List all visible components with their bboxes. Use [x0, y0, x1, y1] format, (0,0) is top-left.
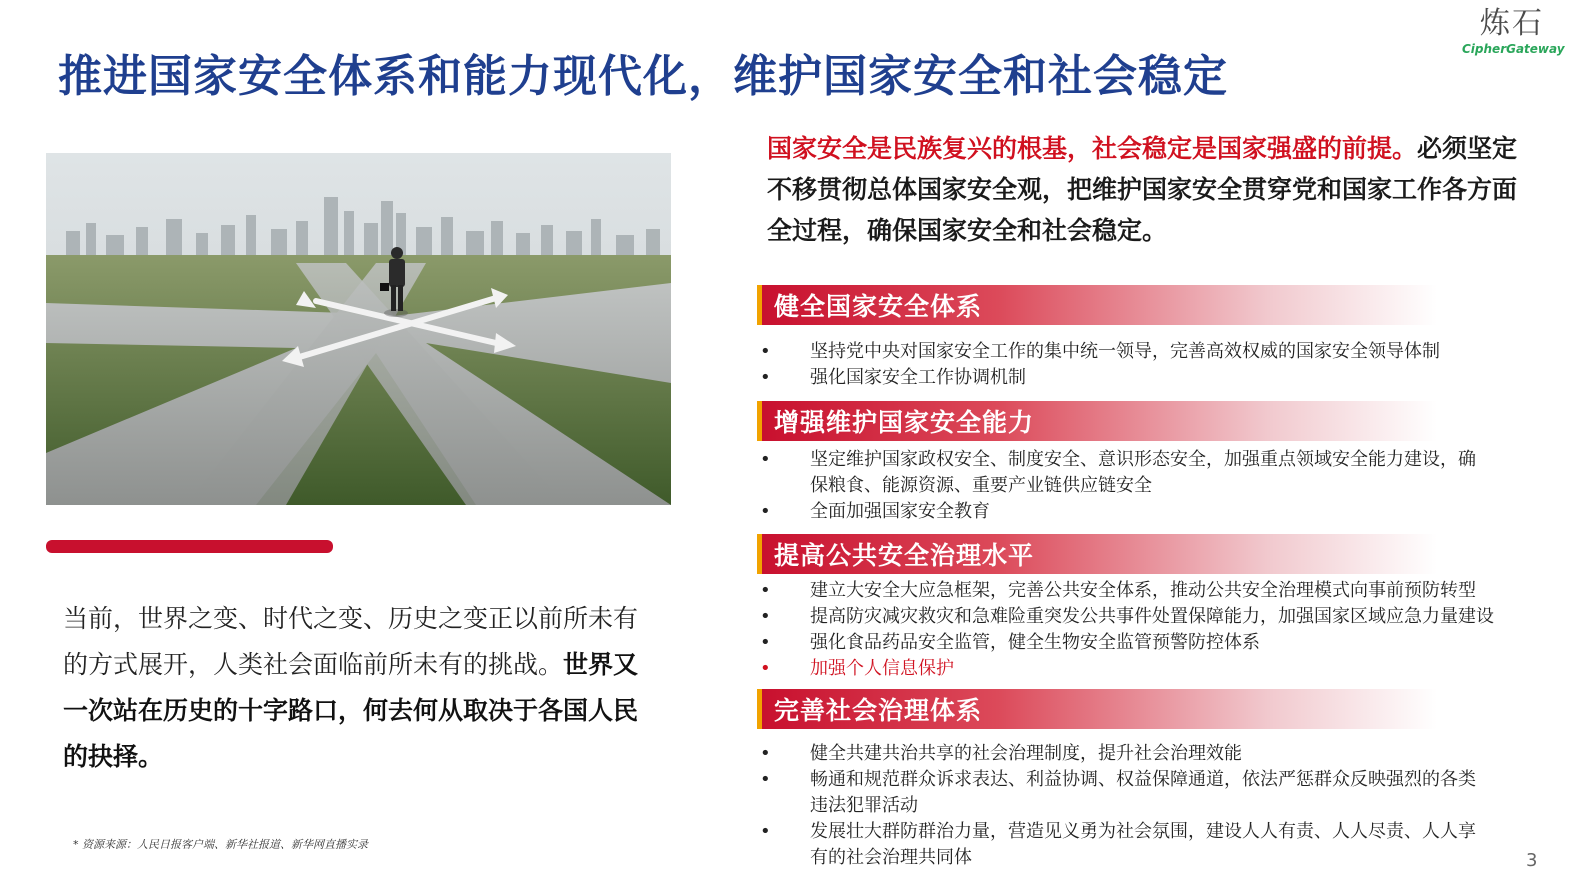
page-number: 3 — [1526, 850, 1538, 871]
brand-logo — [1462, 6, 1565, 56]
list-item: • 全面加强国家安全教育 — [758, 499, 1478, 525]
list-item: • 建立大安全大应急框架，完善公共安全体系，推动公共安全治理模式向事前预防转型 — [758, 578, 1578, 604]
section-heading-4 — [757, 689, 1437, 729]
section-list-3 — [758, 578, 1578, 682]
intro-paragraph — [767, 128, 1527, 251]
section-heading-text: 完善社会治理体系 — [774, 696, 983, 725]
section-list-2 — [758, 447, 1478, 525]
section-heading-text: 提高公共安全治理水平 — [774, 541, 1035, 570]
section-heading-3 — [757, 534, 1437, 574]
intro-rest: 必须坚定不移贯彻总体国家安全观，把维护国家安全贯穿党和国家工作各方面全过程，确保国家安全和社会稳定。 — [767, 134, 1518, 245]
list-item: • 发展壮大群防群治力量，营造见义勇为社会氛围，建设人人有责、人人尽责、人人享有的社会治理共同体 — [758, 819, 1478, 871]
list-item: • 畅通和规范群众诉求表达、利益协调、权益保障通道，依法严惩群众反映强烈的各类违法犯罪活动 — [758, 767, 1478, 819]
list-item: • 强化国家安全工作协调机制 — [758, 365, 1578, 391]
source-note: * 资源来源：人民日报客户端、新华社报道、新华网直播实录 — [73, 838, 368, 851]
logo-cn-text: 炼石 — [1480, 6, 1544, 41]
section-list-4 — [758, 741, 1478, 871]
intro-highlight: 国家安全是民族复兴的根基，社会稳定是国家强盛的前提。 — [767, 134, 1418, 163]
logo-en-text: CipherGateway — [1462, 42, 1565, 56]
context-paragraph — [63, 596, 653, 780]
page-title: 推进国家安全体系和能力现代化，维护国家安全和社会稳定 — [58, 51, 1228, 102]
list-item: • 坚持党中央对国家安全工作的集中统一领导，完善高效权威的国家安全领导体制 — [758, 339, 1578, 365]
list-item: • 强化食品药品安全监管，健全生物安全监管预警防控体系 — [758, 630, 1578, 656]
context-normal-text: 当前，世界之变、时代之变、历史之变正以前所未有的方式展开，人类社会面临前所未有的挑战。 — [63, 604, 639, 679]
section-heading-text: 健全国家安全体系 — [774, 292, 983, 321]
list-item-highlight: • 加强个人信息保护 — [758, 656, 1578, 682]
context-bold-text: 世界又一次站在历史的十字路口，何去何从取决于各国人民的抉择。 — [63, 650, 639, 771]
accent-divider — [46, 540, 333, 553]
section-heading-text: 增强维护国家安全能力 — [774, 408, 1035, 437]
section-list-1 — [758, 339, 1578, 391]
list-item: • 坚定维护国家政权安全、制度安全、意识形态安全，加强重点领域安全能力建设，确保粮食、能源资源、重要产业链供应链安全 — [758, 447, 1478, 499]
list-item: • 提高防灾减灾救灾和急难险重突发公共事件处置保障能力，加强国家区域应急力量建设 — [758, 604, 1578, 630]
section-heading-1 — [757, 285, 1437, 325]
list-item: • 健全共建共治共享的社会治理制度，提升社会治理效能 — [758, 741, 1478, 767]
section-heading-2 — [757, 401, 1437, 441]
crossroads-photo — [46, 153, 671, 505]
